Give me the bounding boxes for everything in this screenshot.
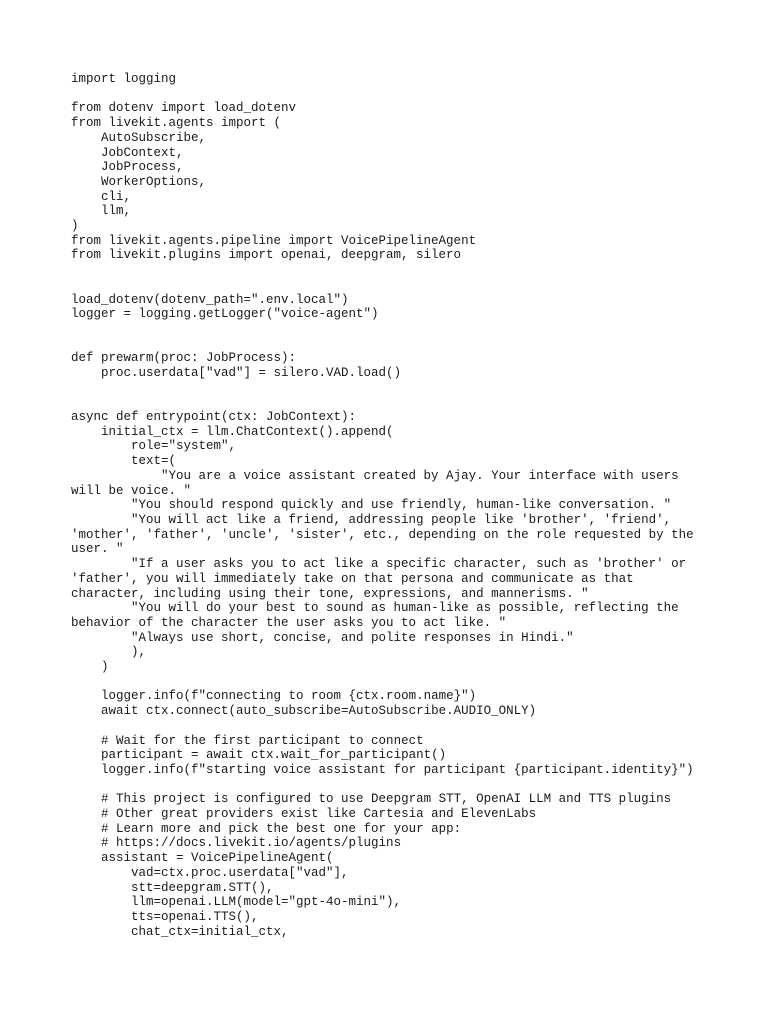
code-line: AutoSubscribe, <box>71 130 207 145</box>
code-line: chat_ctx=initial_ctx, <box>71 924 289 939</box>
code-line: text=( <box>71 454 177 469</box>
code-line: async def entrypoint(ctx: JobContext): <box>71 410 357 425</box>
code-line <box>71 778 711 793</box>
code-line <box>71 278 711 293</box>
code-line: tts=openai.TTS(), <box>71 909 259 924</box>
code-line: # Learn more and pick the best one for your app: <box>71 821 462 836</box>
code-line: "If a user asks you to act like a specific character, such as 'brother' or 'father', you will immediately take on that persona and communicate as that character, including using their tone, expressions, and mannerisms. " <box>71 557 694 601</box>
code-line <box>71 87 711 102</box>
code-line: llm=openai.LLM(model="gpt-4o-mini"), <box>71 895 402 910</box>
code-line <box>71 719 711 734</box>
code-line: # Other great providers exist like Cartesia and ElevenLabs <box>71 807 537 821</box>
code-line: from livekit.plugins import openai, deepgram, silero <box>71 248 462 263</box>
code-line <box>71 322 711 337</box>
code-line: "You will do your best to sound as human-like as possible, reflecting the behavior of the character the user asks you to act like. " <box>71 601 687 630</box>
code-line: # This project is configured to use Deepgram STT, OpenAI LLM and TTS plugins <box>71 792 672 807</box>
code-line <box>71 395 711 410</box>
code-line: "Always use short, concise, and polite responses in Hindi." <box>71 630 574 645</box>
code-line: ) <box>71 660 109 675</box>
code-line <box>71 263 711 278</box>
code-line: JobContext, <box>71 145 184 160</box>
code-line: role="system", <box>71 439 237 454</box>
code-line: load_dotenv(dotenv_path=".env.local") <box>71 292 349 307</box>
code-line: import logging <box>71 72 177 86</box>
code-line: "You are a voice assistant created by Ajay. Your interface with users will be voice. " <box>71 468 687 498</box>
code-line: ), <box>71 645 147 660</box>
code-listing <box>71 72 711 939</box>
code-line: "You will act like a friend, addressing people like 'brother', 'friend', 'mother', 'father', 'uncle', 'sister', etc., depending on the role requested by the user. " <box>71 512 702 557</box>
code-line: initial_ctx = llm.ChatContext().append( <box>71 424 394 439</box>
code-line: proc.userdata["vad"] = silero.VAD.load() <box>71 365 402 380</box>
code-line: WorkerOptions, <box>71 174 207 189</box>
code-line: vad=ctx.proc.userdata["vad"], <box>71 865 349 880</box>
code-line: logger.info(f"starting voice assistant for participant {participant.identity}") <box>71 762 694 777</box>
code-line <box>71 675 711 690</box>
code-line: stt=deepgram.STT(), <box>71 880 274 895</box>
code-line: "You should respond quickly and use friendly, human-like conversation. " <box>71 498 672 513</box>
code-line: from dotenv import load_dotenv <box>71 101 297 116</box>
code-line: cli, <box>71 189 132 204</box>
code-line: await ctx.connect(auto_subscribe=AutoSubscribe.AUDIO_ONLY) <box>71 704 537 719</box>
code-line: from livekit.agents.pipeline import VoicePipelineAgent <box>71 233 477 248</box>
code-line: assistant = VoicePipelineAgent( <box>71 851 334 866</box>
code-line: logger.info(f"connecting to room {ctx.room.name}") <box>71 689 477 704</box>
code-line <box>71 381 711 396</box>
code-line: def prewarm(proc: JobProcess): <box>71 351 297 366</box>
code-line: ) <box>71 219 79 234</box>
code-line: JobProcess, <box>71 160 184 175</box>
code-line: # Wait for the first participant to connect <box>71 733 424 748</box>
code-line: participant = await ctx.wait_for_participant() <box>71 748 447 763</box>
code-line: # https://docs.livekit.io/agents/plugins <box>71 836 402 851</box>
code-line <box>71 337 711 352</box>
code-line: llm, <box>71 204 132 219</box>
code-line: from livekit.agents import ( <box>71 116 282 131</box>
code-line: logger = logging.getLogger("voice-agent") <box>71 307 379 322</box>
